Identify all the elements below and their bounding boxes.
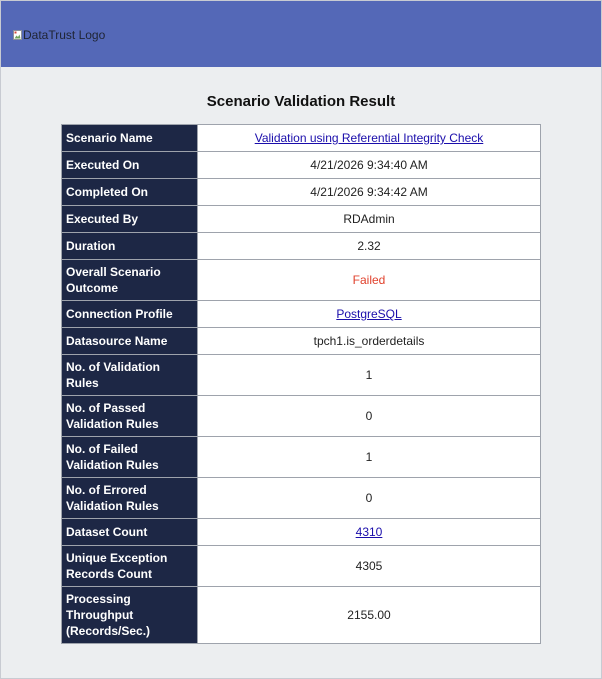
row-value-cell — [198, 206, 541, 233]
table-row — [62, 355, 541, 396]
row-label: No. of Validation Rules — [62, 355, 198, 396]
row-value-link[interactable]: 4310 — [355, 525, 383, 539]
row-label: Executed On — [62, 152, 198, 179]
table-row — [62, 587, 541, 644]
table-row — [62, 301, 541, 328]
outcome-status: Failed — [352, 273, 386, 287]
table-row — [62, 437, 541, 478]
table-row — [62, 152, 541, 179]
table-row — [62, 125, 541, 152]
table-row — [62, 179, 541, 206]
row-label: Processing Throughput (Records/Sec.) — [62, 587, 198, 644]
row-value-cell — [198, 437, 541, 478]
table-row — [62, 260, 541, 301]
row-value-cell — [198, 233, 541, 260]
row-label: Connection Profile — [62, 301, 198, 328]
row-value-cell — [198, 152, 541, 179]
broken-image-icon — [13, 30, 22, 40]
row-value: tpch1.is_orderdetails — [313, 334, 425, 348]
row-value: 4/21/2026 9:34:40 AM — [310, 158, 428, 172]
company-logo — [13, 28, 105, 42]
row-value: 2155.00 — [347, 608, 391, 622]
row-label: No. of Passed Validation Rules — [62, 396, 198, 437]
scenario-result-table — [61, 124, 541, 644]
row-label: Scenario Name — [62, 125, 198, 152]
row-label: Unique Exception Records Count — [62, 546, 198, 587]
row-value: 2.32 — [357, 239, 381, 253]
row-value: 4305 — [355, 559, 383, 573]
table-row — [62, 206, 541, 233]
row-value-cell — [198, 478, 541, 519]
row-value: 0 — [365, 491, 373, 505]
row-label: Duration — [62, 233, 198, 260]
row-value-link[interactable]: PostgreSQL — [336, 307, 402, 321]
page-title: Scenario Validation Result — [206, 93, 396, 110]
row-value-cell — [198, 546, 541, 587]
row-value-cell — [198, 301, 541, 328]
row-label: Executed By — [62, 206, 198, 233]
table-row — [62, 519, 541, 546]
row-value: RDAdmin — [343, 212, 395, 226]
row-value: 4/21/2026 9:34:42 AM — [310, 185, 428, 199]
table-row — [62, 478, 541, 519]
table-row — [62, 233, 541, 260]
table-row — [62, 546, 541, 587]
row-value-cell — [198, 396, 541, 437]
row-value: 0 — [365, 409, 373, 423]
row-label: No. of Errored Validation Rules — [62, 478, 198, 519]
row-value-link[interactable]: Validation using Referential Integrity Check — [254, 131, 484, 145]
row-value-cell — [198, 125, 541, 152]
row-value-cell — [198, 355, 541, 396]
row-value: 1 — [365, 368, 373, 382]
logo-alt-text: DataTrust Logo — [23, 28, 106, 42]
header-bar — [1, 1, 601, 67]
row-label: No. of Failed Validation Rules — [62, 437, 198, 478]
row-value-cell — [198, 179, 541, 206]
row-value-cell — [198, 587, 541, 644]
row-value-cell — [198, 328, 541, 355]
row-label: Overall Scenario Outcome — [62, 260, 198, 301]
row-value-cell — [198, 519, 541, 546]
row-label: Dataset Count — [62, 519, 198, 546]
table-row — [62, 328, 541, 355]
row-value-cell — [198, 260, 541, 301]
row-label: Datasource Name — [62, 328, 198, 355]
table-row — [62, 396, 541, 437]
row-value: 1 — [365, 450, 373, 464]
row-label: Completed On — [62, 179, 198, 206]
